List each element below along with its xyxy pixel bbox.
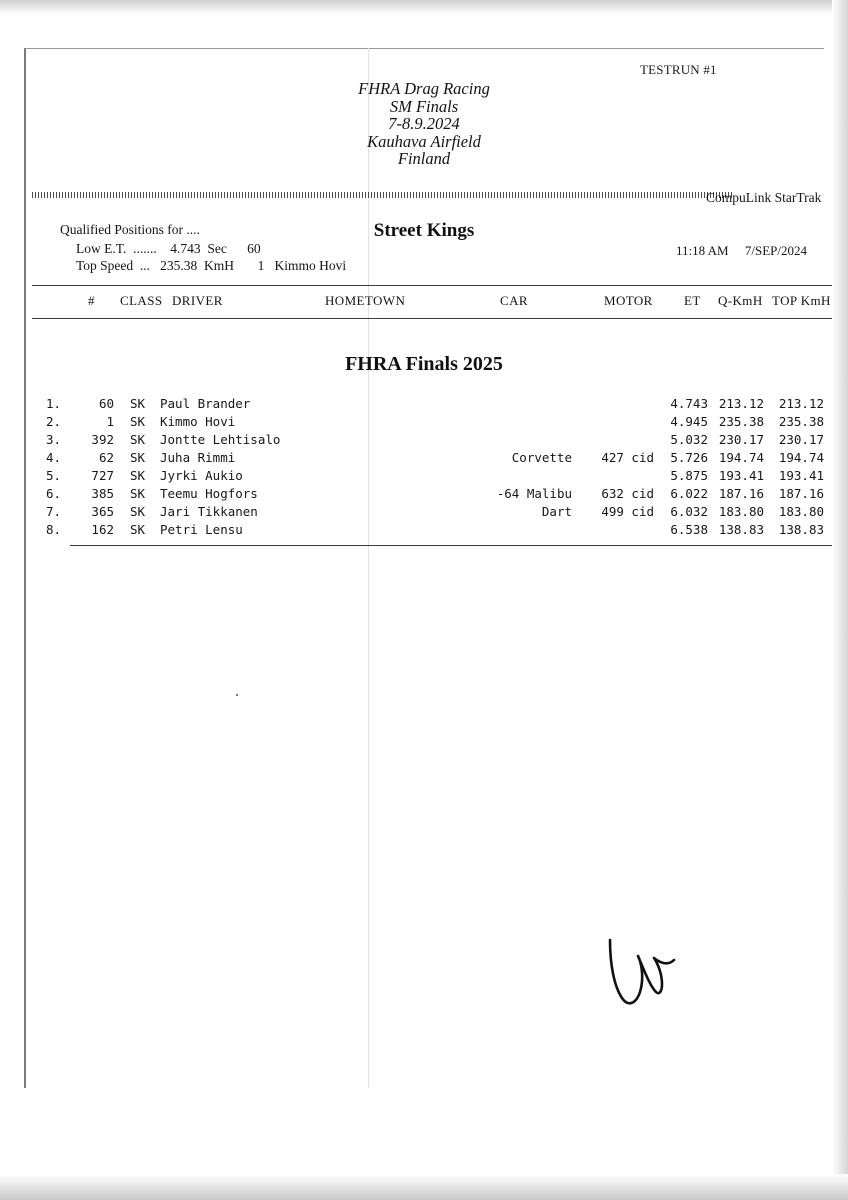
- row-qkmh: 230.17: [718, 432, 764, 447]
- table-title: FHRA Finals 2025: [345, 353, 503, 375]
- table-row: [0, 396, 848, 414]
- column-header-qkmh: Q-KmH: [718, 293, 763, 308]
- row-topkmh: 138.83: [778, 522, 824, 537]
- row-qkmh: 235.38: [718, 414, 764, 429]
- row-topkmh: 183.80: [778, 504, 824, 519]
- row-qkmh: 183.80: [718, 504, 764, 519]
- row-number: 392: [91, 432, 114, 447]
- row-qkmh: 213.12: [718, 396, 764, 411]
- timing-system-label: CompuLink StarTrak: [706, 190, 822, 205]
- row-motor: 499 cid: [601, 504, 654, 519]
- row-topkmh: 194.74: [778, 450, 824, 465]
- row-et: 6.022: [670, 486, 708, 501]
- row-number: 727: [91, 468, 114, 483]
- row-topkmh: 187.16: [778, 486, 824, 501]
- row-topkmh: 193.41: [778, 468, 824, 483]
- row-driver: Teemu Hogfors: [160, 486, 258, 501]
- table-footer-rule: [70, 545, 832, 546]
- table-row: [0, 486, 848, 504]
- row-position: 3.: [46, 432, 62, 447]
- row-driver: Paul Brander: [160, 396, 251, 411]
- dotted-divider: [32, 192, 732, 198]
- column-header-hometown: HOMETOWN: [325, 293, 406, 308]
- row-topkmh: 235.38: [778, 414, 824, 429]
- print-timestamp: [676, 243, 807, 259]
- row-et: 5.032: [670, 432, 708, 447]
- row-qkmh: 187.16: [718, 486, 764, 501]
- print-time: 11:18 AM: [676, 243, 729, 258]
- row-number: 60: [98, 396, 114, 411]
- scan-speck: [236, 694, 238, 696]
- page-edge-shadow-top: [0, 0, 848, 14]
- row-et: 5.875: [670, 468, 708, 483]
- row-et: 6.032: [670, 504, 708, 519]
- paper-fold-line: [368, 48, 369, 1088]
- row-number: 385: [91, 486, 114, 501]
- row-qkmh: 194.74: [718, 450, 764, 465]
- page-edge-shadow-bottom: [0, 1174, 848, 1200]
- column-header-et: ET: [684, 293, 701, 308]
- event-line-4: Kauhava Airfield: [367, 131, 481, 151]
- table-row: [0, 414, 848, 432]
- row-class: SK: [130, 450, 146, 465]
- row-motor: 427 cid: [601, 450, 654, 465]
- low-et-line: Low E.T. ....... 4.743 Sec 60: [76, 241, 261, 256]
- table-row: [0, 432, 848, 450]
- row-position: 7.: [46, 504, 62, 519]
- testrun-label: TESTRUN #1: [640, 62, 717, 77]
- column-header-class: CLASS: [120, 293, 163, 308]
- event-header: [0, 80, 848, 168]
- qualified-positions-label: Qualified Positions for ....: [60, 222, 200, 237]
- row-et: 4.945: [670, 414, 708, 429]
- event-line-3: 7-8.9.2024: [388, 114, 460, 133]
- row-motor: 632 cid: [601, 486, 654, 501]
- row-number: 1: [106, 414, 114, 429]
- event-line-1: FHRA Drag Racing: [358, 79, 490, 98]
- row-position: 4.: [46, 450, 62, 465]
- row-qkmh: 193.41: [718, 468, 764, 483]
- row-class: SK: [130, 522, 146, 537]
- header-rule-top: [32, 285, 832, 286]
- row-number: 162: [91, 522, 114, 537]
- row-position: 8.: [46, 522, 62, 537]
- row-topkmh: 213.12: [778, 396, 824, 411]
- row-qkmh: 138.83: [718, 522, 764, 537]
- row-driver: Jari Tikkanen: [160, 504, 258, 519]
- row-position: 2.: [46, 414, 62, 429]
- row-class: SK: [130, 432, 146, 447]
- row-et: 5.726: [670, 450, 708, 465]
- column-header-number: #: [88, 293, 95, 308]
- row-et: 6.538: [670, 522, 708, 537]
- row-driver: Kimmo Hovi: [160, 414, 236, 429]
- row-car: -64 Malibu: [496, 486, 572, 501]
- row-class: SK: [130, 504, 146, 519]
- row-number: 365: [91, 504, 114, 519]
- table-row: [0, 504, 848, 522]
- event-line-5: Finland: [397, 149, 451, 168]
- row-class: SK: [130, 396, 146, 411]
- column-header-motor: MOTOR: [604, 293, 653, 308]
- row-position: 5.: [46, 468, 62, 483]
- row-driver: Jontte Lehtisalo: [160, 432, 281, 447]
- table-row: [0, 468, 848, 486]
- row-et: 4.743: [670, 396, 708, 411]
- row-position: 1.: [46, 396, 62, 411]
- table-row: [0, 522, 848, 540]
- row-position: 6.: [46, 486, 62, 501]
- row-driver: Jyrki Aukio: [160, 468, 243, 483]
- header-rule-bottom: [32, 318, 832, 319]
- column-header-topkmh: TOP KmH: [772, 293, 831, 308]
- row-class: SK: [130, 468, 146, 483]
- row-driver: Petri Lensu: [160, 522, 243, 537]
- row-number: 62: [98, 450, 114, 465]
- row-driver: Juha Rimmi: [160, 450, 236, 465]
- column-header-car: CAR: [500, 293, 528, 308]
- top-speed-line: Top Speed ... 235.38 KmH 1 Kimmo Hovi: [76, 258, 347, 273]
- print-date: 7/SEP/2024: [744, 243, 807, 258]
- handwritten-signature: [600, 930, 720, 1030]
- row-car: Dart: [541, 504, 572, 519]
- table-row: [0, 450, 848, 468]
- class-title: Street Kings: [373, 220, 475, 241]
- column-header-driver: DRIVER: [172, 293, 223, 308]
- row-class: SK: [130, 486, 146, 501]
- page-edge-shadow-right: [832, 0, 848, 1200]
- results-table: [0, 396, 848, 540]
- row-topkmh: 230.17: [778, 432, 824, 447]
- event-line-2: SM Finals: [389, 96, 459, 116]
- row-car: Corvette: [511, 450, 572, 465]
- row-class: SK: [130, 414, 146, 429]
